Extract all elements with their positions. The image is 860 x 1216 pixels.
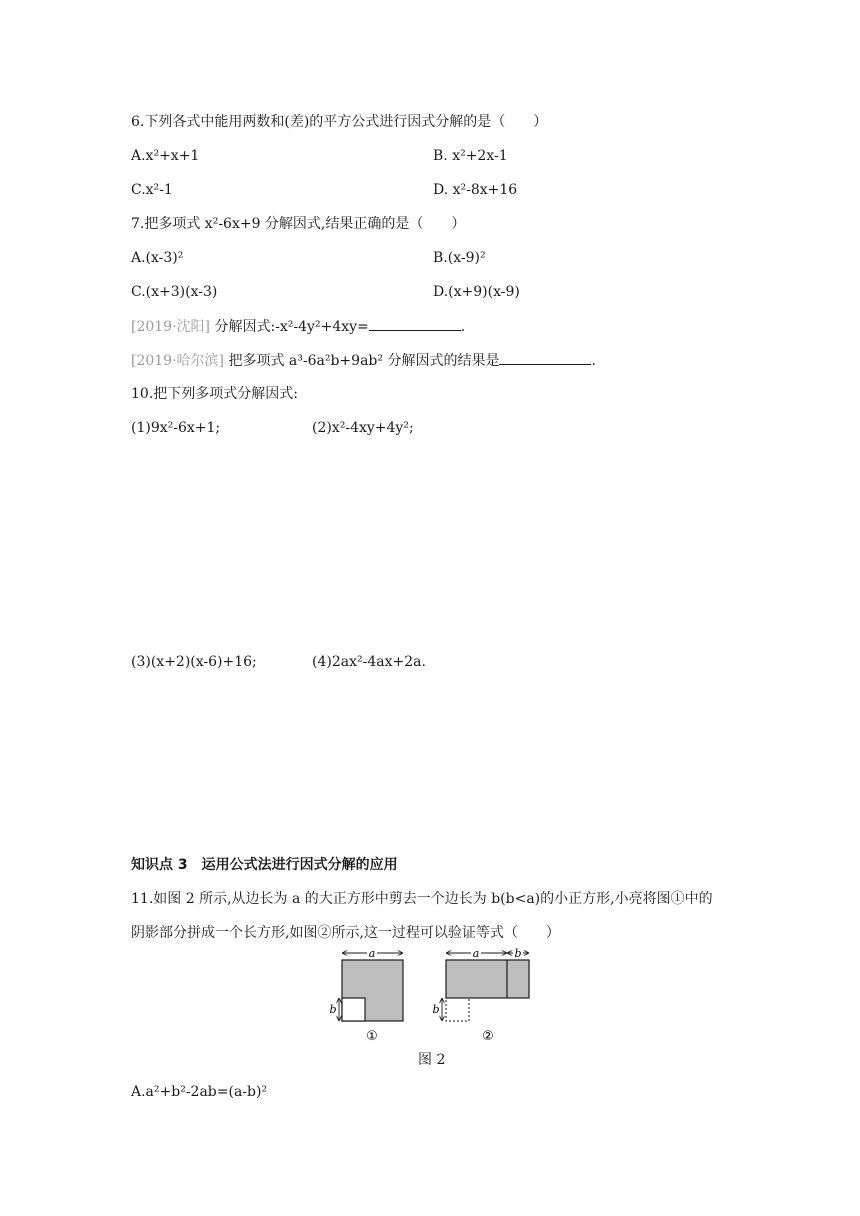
figure-caption: 图 2 bbox=[418, 1052, 446, 1068]
fig1-label-b: b bbox=[329, 1003, 337, 1016]
q8-line bbox=[131, 316, 465, 337]
q7-option-c: C.(x+3)(x-3) bbox=[131, 284, 218, 300]
q7-stem: 7.把多项式 x²-6x+9 分解因式,结果正确的是（ ） bbox=[131, 216, 466, 232]
q11-option-a: A.a²+b²-2ab=(a-b)² bbox=[131, 1084, 268, 1100]
q10-stem: 10.把下列多项式分解因式: bbox=[131, 386, 298, 402]
q9-text: 把多项式 a³-6a²b+9ab² 分解因式的结果是 bbox=[228, 353, 500, 369]
q10-part-1: (1)9x²-6x+1; bbox=[131, 420, 221, 436]
q7-option-a: A.(x-3)² bbox=[131, 250, 184, 266]
q6-option-c: C.x²-1 bbox=[131, 182, 173, 198]
q6-option-b: B. x²+2x-1 bbox=[433, 148, 508, 164]
q9-end: . bbox=[591, 353, 596, 369]
q11-line-1: 11.如图 2 所示,从边长为 a 的大正方形中剪去一个边长为 b(b<a)的小正方形,小亮将图①中的 bbox=[131, 891, 713, 907]
q7-option-d: D.(x+9)(x-9) bbox=[433, 284, 520, 300]
fig1-number: ① bbox=[366, 1029, 378, 1044]
fig1-label-a: a bbox=[368, 947, 376, 960]
q6-stem: 6.下列各式中能用两数和(差)的平方公式进行因式分解的是（ ） bbox=[131, 114, 548, 130]
q7-option-b: B.(x-9)² bbox=[433, 250, 486, 266]
q10-part-3: (3)(x+2)(x-6)+16; bbox=[131, 654, 257, 670]
q9-answer-blank[interactable] bbox=[499, 350, 591, 365]
figure-2-rectangle bbox=[446, 960, 529, 1021]
fig2-label-b-top: b bbox=[514, 947, 522, 960]
q9-source: [2019·哈尔滨] bbox=[131, 353, 225, 369]
fig2-label-a: a bbox=[472, 947, 480, 960]
q6-option-a: A.x²+x+1 bbox=[131, 148, 200, 164]
q8-source: [2019·沈阳] bbox=[131, 319, 211, 335]
q8-answer-blank[interactable] bbox=[369, 316, 461, 331]
q6-option-d: D. x²-8x+16 bbox=[433, 182, 518, 198]
q8-text: 分解因式:-x²-4y²+4xy= bbox=[214, 319, 369, 335]
fig2-label-b-left: b bbox=[432, 1003, 440, 1016]
q11-line-2: 阴影部分拼成一个长方形,如图②所示,这一过程可以验证等式（ ） bbox=[131, 925, 560, 941]
q9-line bbox=[131, 350, 596, 371]
figure-1-square bbox=[342, 960, 403, 1021]
figure-2 bbox=[322, 944, 542, 1044]
section-heading: 知识点 3 运用公式法进行因式分解的应用 bbox=[131, 857, 398, 873]
q10-part-4: (4)2ax²-4ax+2a. bbox=[312, 654, 426, 670]
fig2-number: ② bbox=[482, 1029, 494, 1044]
q8-end: . bbox=[460, 319, 466, 335]
q10-part-2: (2)x²-4xy+4y²; bbox=[312, 420, 414, 436]
